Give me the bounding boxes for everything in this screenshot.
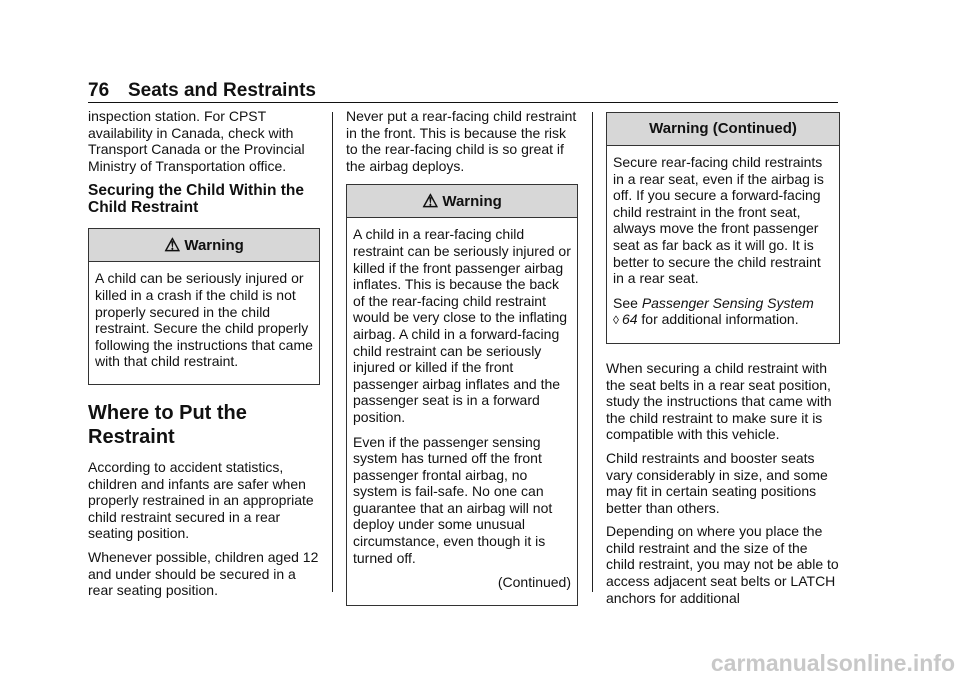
column-1 — [88, 108, 320, 606]
warning-continued-box — [606, 112, 840, 344]
warning-title: Warning (Continued) — [649, 120, 797, 137]
page-header — [88, 80, 838, 103]
column-divider — [332, 112, 333, 592]
column-divider — [592, 112, 593, 592]
warning-title: Warning — [442, 193, 502, 211]
warning-text: A child can be seriously injured or killed in a crash if the child is not properly secured in the child restraint. Secure the child properly following the instructions that came with that child restraint. — [95, 270, 313, 370]
page-number: 76 — [88, 80, 110, 101]
intro-paragraph: inspection station. For CPST availability in Canada, check with Transport Canada or the Provincial Ministry of Transportation office. — [88, 108, 305, 174]
watermark: carmanualsonline.info — [710, 650, 955, 676]
warning-title-bar — [347, 185, 577, 218]
warning-text: A child in a rear-facing child restraint can be seriously injured or killed if the front passenger airbag inflates. This is because the back of the rear-facing child restraint would be very close to the inflating airbag. A child in a forward-facing child restraint can be seriously injured or killed if the front passenger airbag inflates and the passenger seat is in a forward position. — [353, 226, 571, 425]
section-title: Seats and Restraints — [128, 80, 316, 101]
warning-title-bar — [607, 113, 839, 146]
warning-text: Even if the passenger sensing system has turned off the front passenger frontal airbag, no system is fail-safe. No one can guarantee that an airbag will not deploy under some unusual circumstance, even though it is turned off. — [353, 433, 553, 566]
warning-body — [347, 218, 577, 604]
paragraph: According to accident statistics, children and infants are safer when properly restrained in an appropriate child restraint secured in a rear seating position. — [88, 458, 314, 542]
warning-icon: ⚠ — [422, 191, 439, 212]
intro-paragraph: Never put a rear-facing child restraint in the front. This is because the risk to the rear-facing child is so great if the airbag deploys. — [346, 108, 577, 174]
see-label: See — [613, 294, 638, 311]
reference-page[interactable]: 64 — [621, 311, 638, 328]
reference-suffix: for additional information. — [641, 311, 799, 328]
heading-securing-child: Securing the Child Within the Child Restraint — [88, 182, 304, 217]
warning-body — [607, 146, 839, 343]
column-2 — [346, 108, 578, 614]
paragraph: Child restraints and booster seats vary considerably in size, and some may fit in certain seating positions better than others. — [606, 449, 828, 516]
paragraph: Whenever possible, children aged 12 and under should be secured in a rear seating position. — [88, 548, 319, 599]
continued-label: (Continued) — [497, 574, 571, 591]
warning-box — [88, 228, 320, 385]
warning-title-bar — [89, 229, 319, 262]
page-reference-icon: ◊ — [613, 313, 619, 328]
warning-body — [89, 262, 319, 384]
paragraph: When securing a child restraint with the seat belts in a rear seat position, study the instructions that came with the child restraint to make sure it is compatible with this vehicle. — [606, 359, 832, 443]
column-3 — [606, 108, 840, 613]
warning-text: Secure rear-facing child restraints in a rear seat, even if the airbag is off. If you secure a forward-facing child restraint in the front seat, always move the front passenger seat as far back as it will go. It is better to secure the child restraint in a rear seat. — [613, 154, 824, 287]
cross-reference — [613, 295, 833, 329]
warning-box — [346, 184, 578, 605]
warning-title: Warning — [184, 237, 244, 255]
warning-icon: ⚠ — [164, 235, 181, 256]
heading-where-to-put: Where to Put the Restraint — [88, 401, 247, 448]
paragraph: Depending on where you place the child restraint and the size of the child restraint, you may not be able to access adjacent seat belts or LATCH anchors for additional — [606, 523, 839, 606]
cross-reference-link[interactable]: Passenger Sensing System — [641, 294, 814, 311]
